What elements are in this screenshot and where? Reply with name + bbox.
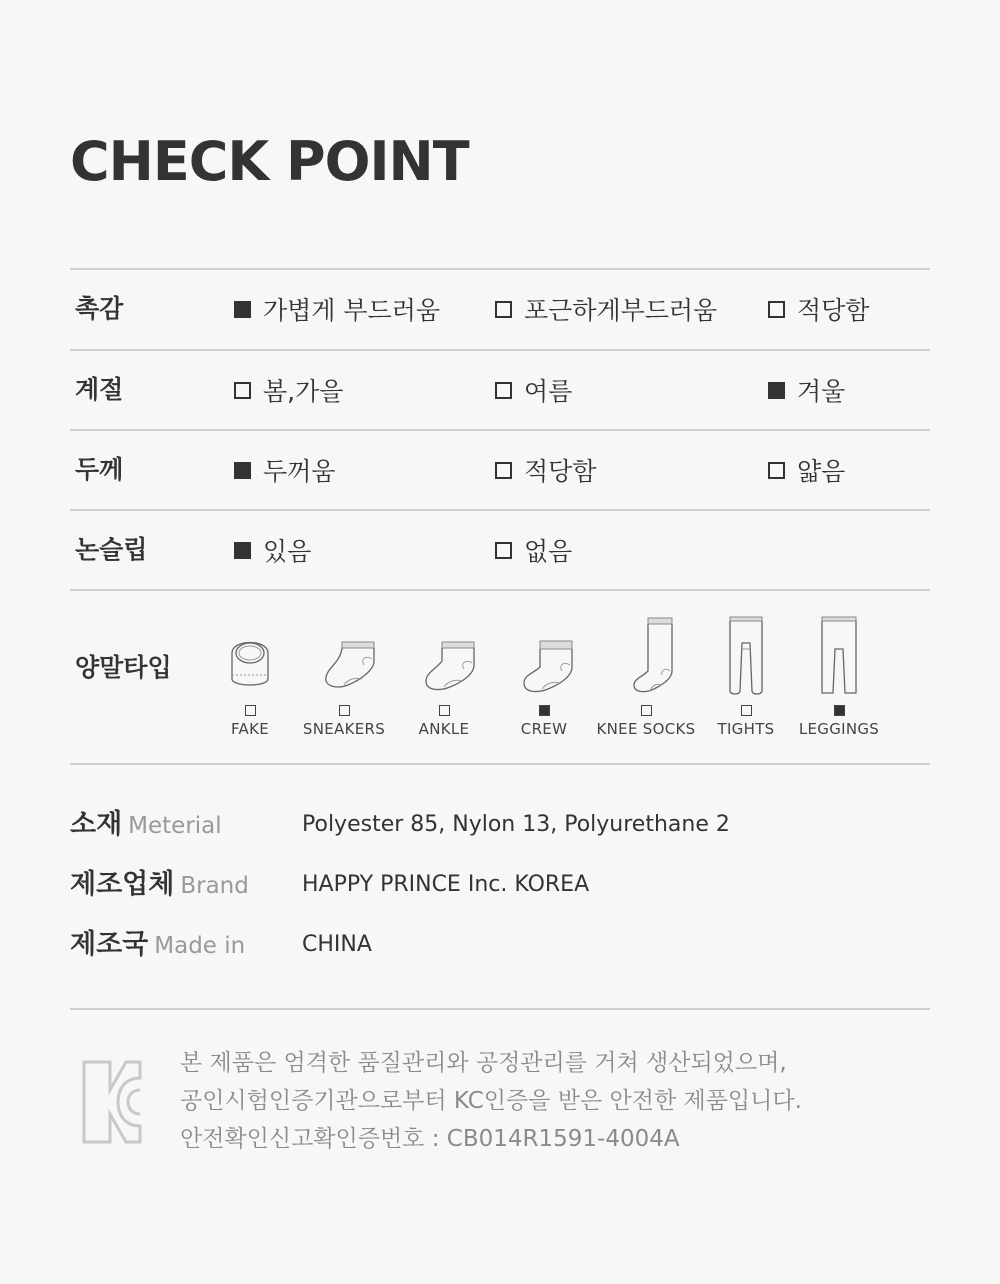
info-value: Polyester 85, Nylon 13, Polyurethane 2 [302, 812, 730, 837]
option-label: 겨울 [797, 377, 846, 406]
info-label-en: Brand [180, 873, 249, 899]
unchecked-box-icon [439, 705, 450, 716]
attribute-row-texture [70, 269, 930, 349]
option-item [234, 269, 440, 349]
checked-box-icon [234, 301, 251, 318]
unchecked-box-icon [495, 542, 512, 559]
option-item [768, 350, 845, 430]
checked-box-icon [834, 705, 845, 716]
option-item [495, 510, 572, 590]
option-label: 여름 [524, 377, 573, 406]
info-label-en: Meterial [128, 813, 222, 839]
sock-type-crew [494, 615, 594, 738]
attribute-label: 계절 [75, 375, 124, 404]
crew-sock-icon [504, 615, 584, 695]
option-label: 있음 [263, 537, 312, 566]
attribute-row-nonslip [70, 510, 930, 590]
option-label: 얇음 [797, 457, 846, 486]
divider [70, 1008, 930, 1010]
option-item [495, 269, 717, 349]
unchecked-box-icon [339, 705, 350, 716]
tights-icon [706, 615, 786, 695]
attribute-row-thickness [70, 430, 930, 510]
ankle-sock-icon [404, 615, 484, 695]
sock-type-row [70, 591, 930, 763]
unchecked-box-icon [768, 462, 785, 479]
unchecked-box-icon [641, 705, 652, 716]
leggings-icon [799, 615, 879, 695]
info-value: CHINA [302, 932, 372, 957]
sock-type-ankle [394, 615, 494, 738]
info-label [70, 805, 222, 846]
sock-type-fake [200, 615, 300, 738]
attribute-label: 촉감 [75, 294, 124, 323]
info-label-en: Made in [154, 933, 246, 959]
option-item [234, 510, 311, 590]
page-title: CHECK POINT [70, 130, 469, 193]
info-label-ko: 소재 [70, 809, 123, 840]
unchecked-box-icon [741, 705, 752, 716]
info-value: HAPPY PRINCE Inc. KOREA [302, 872, 590, 897]
attribute-label: 양말타입 [75, 653, 172, 682]
notice-line: 안전확인신고확인증번호 : CB014R1591-4004A [180, 1126, 680, 1152]
notice-line: 본 제품은 엄격한 품질관리와 공정관리를 거쳐 생산되었으며, [180, 1050, 787, 1076]
option-item [495, 430, 596, 510]
sock-type-label: TIGHTS [717, 720, 775, 738]
option-label: 두꺼움 [263, 457, 336, 486]
checked-box-icon [234, 462, 251, 479]
option-label: 봄,가을 [263, 377, 344, 406]
option-label: 적당함 [524, 457, 597, 486]
option-item [234, 350, 343, 430]
option-item [768, 430, 845, 510]
sock-type-knee-socks [596, 615, 696, 738]
sock-type-label: CREW [520, 720, 568, 738]
info-label [70, 865, 249, 906]
info-row-origin [70, 925, 930, 965]
info-label-ko: 제조업체 [70, 869, 175, 900]
fake-sock-icon [210, 615, 290, 695]
option-item [495, 350, 572, 430]
option-item [234, 430, 335, 510]
attribute-label: 두께 [75, 455, 124, 484]
knee-sock-icon [606, 615, 686, 695]
info-row-material [70, 805, 930, 845]
sock-type-label: FAKE [230, 720, 270, 738]
unchecked-box-icon [768, 301, 785, 318]
kc-certification-notice [180, 1044, 940, 1158]
info-label [70, 925, 245, 966]
option-label: 없음 [524, 537, 573, 566]
sock-type-leggings [789, 615, 889, 738]
unchecked-box-icon [495, 462, 512, 479]
option-label: 포근하게부드러움 [524, 296, 718, 325]
checked-box-icon [234, 542, 251, 559]
sock-type-label: LEGGINGS [798, 720, 880, 738]
option-label: 가볍게 부드러움 [263, 296, 440, 325]
unchecked-box-icon [245, 705, 256, 716]
sock-type-tights [696, 615, 796, 738]
unchecked-box-icon [234, 382, 251, 399]
sock-type-label: SNEAKERS [302, 720, 386, 738]
checked-box-icon [539, 705, 550, 716]
checked-box-icon [768, 382, 785, 399]
attribute-row-season [70, 350, 930, 430]
sock-type-sneakers [294, 615, 394, 738]
notice-line: 공인시험인증기관으로부터 KC인증을 받은 안전한 제품입니다. [180, 1088, 802, 1114]
info-row-brand [70, 865, 930, 905]
sneakers-sock-icon [304, 615, 384, 695]
kc-mark-icon [82, 1056, 142, 1148]
option-label: 적당함 [797, 296, 870, 325]
info-label-ko: 제조국 [70, 929, 149, 960]
sock-type-label: ANKLE [418, 720, 470, 738]
option-item [768, 269, 869, 349]
attribute-label: 논슬립 [75, 535, 148, 564]
divider [70, 763, 930, 765]
unchecked-box-icon [495, 382, 512, 399]
unchecked-box-icon [495, 301, 512, 318]
sock-type-label: KNEE SOCKS [596, 720, 696, 738]
